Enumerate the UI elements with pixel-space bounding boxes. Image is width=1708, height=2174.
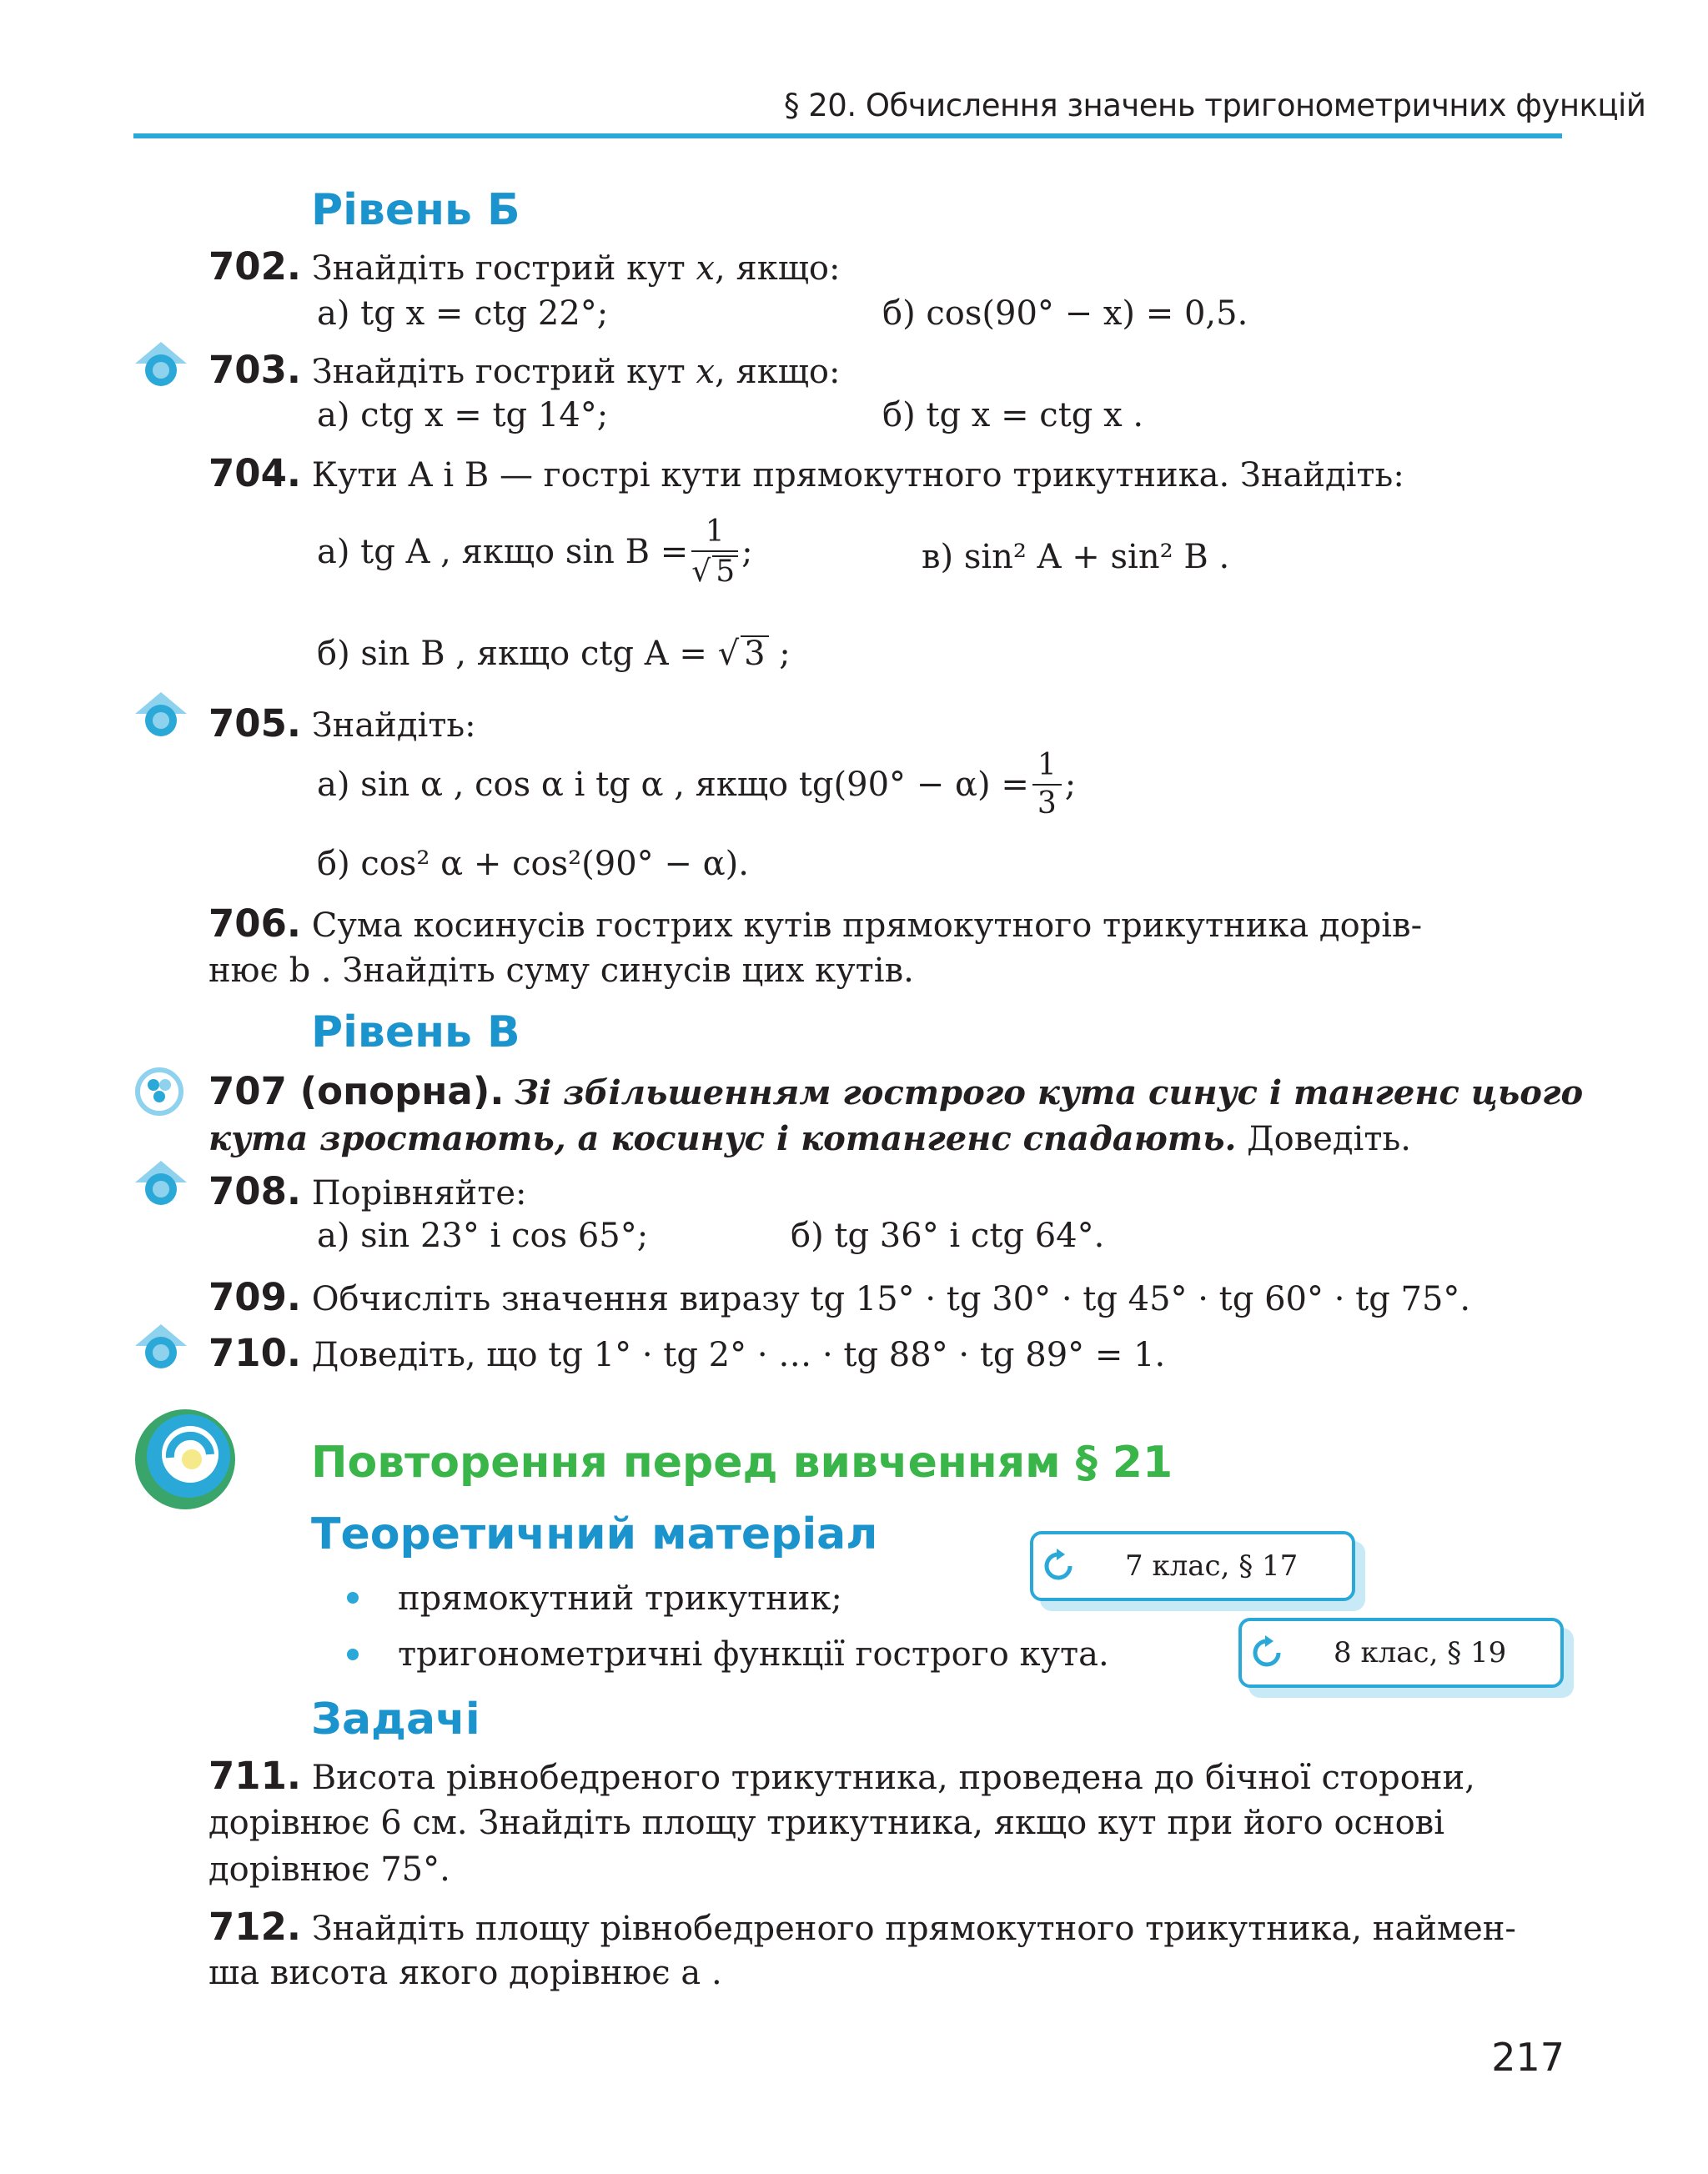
math-lhs: б) sin B , якщо ctg A = (317, 635, 707, 673)
page-number: 217 (1491, 2035, 1565, 2080)
theory-heading: Теоретичний матеріал (311, 1509, 878, 1559)
problem-text: Обчисліть значення виразу tg 15° · tg 30° · tg 45° · tg 60° · tg 75°. (311, 1280, 1471, 1318)
problem-number: 702. (208, 244, 302, 289)
problem-704-v: в) sin² A + sin² B . (922, 538, 1230, 576)
house-icon (133, 1159, 188, 1206)
tasks-heading: Задачі (311, 1695, 480, 1745)
problem-705-a (317, 748, 1077, 821)
problem-number: 707 (опорна). (208, 1069, 505, 1113)
badge-label: 8 клас, § 19 (1334, 1636, 1507, 1669)
fraction (691, 517, 738, 587)
math-lhs: а) tg A , якщо sin B = (317, 533, 689, 571)
problem-text-tail: , якщо: (715, 249, 841, 288)
problem-703-b: б) tg x = ctg x . (882, 396, 1144, 434)
house-icon (133, 690, 188, 737)
problem-711 (208, 1754, 1475, 1798)
numerator: 1 (1032, 751, 1062, 786)
fraction (1032, 748, 1062, 821)
problem-705-b: б) cos² α + cos²(90° − α). (317, 845, 749, 883)
problem-text: Знайдіть площу рівнобедреного прямокутного трикутника, наймен- (311, 1910, 1516, 1948)
denominator: 3 (1037, 786, 1057, 821)
refresh-icon (1242, 1634, 1292, 1671)
problem-number: 704. (208, 451, 302, 495)
problem-711-line3: дорівнює 75°. (208, 1850, 450, 1889)
problem-705 (208, 701, 476, 746)
problem-703 (208, 348, 841, 392)
problem-text-tail: Доведіть. (1236, 1120, 1411, 1158)
problem-number: 711. (208, 1754, 302, 1798)
review-swirl-icon (133, 1408, 237, 1511)
support-circles-icon (135, 1067, 183, 1116)
problem-709 (208, 1275, 1471, 1319)
problem-710 (208, 1331, 1166, 1375)
problem-text: Кути A і B — гострі кути прямокутного трикутника. Знайдіть: (311, 456, 1404, 495)
level-v-heading: Рівень В (311, 1007, 520, 1057)
house-icon (133, 340, 188, 387)
problem-number: 708. (208, 1169, 302, 1213)
problem-number: 712. (208, 1905, 302, 1949)
house-icon (133, 1323, 188, 1369)
problem-712 (208, 1905, 1516, 1949)
badge-label: 7 клас, § 17 (1125, 1549, 1299, 1583)
refresh-icon (1033, 1548, 1083, 1584)
theory-item-1: прямокутний трикутник; (398, 1579, 842, 1618)
math-punct: ; (768, 635, 791, 673)
radicand: 3 (741, 635, 768, 670)
theory-item-2: тригонометричні функції гострого кута. (398, 1635, 1109, 1674)
problem-708 (208, 1169, 527, 1213)
problem-text: Знайдіть гострий кут (311, 249, 686, 288)
problem-number: 709. (208, 1275, 302, 1319)
problem-706 (208, 901, 1423, 946)
math-punct: ; (741, 533, 753, 571)
reference-badge-8[interactable] (1238, 1618, 1564, 1688)
problem-702 (208, 244, 841, 289)
problem-706-line2: нює b . Знайдіть суму синусів цих кутів. (208, 951, 914, 990)
sqrt-symbol: √ (717, 635, 740, 673)
denominator: √ 5 (691, 552, 738, 587)
problem-text: Знайдіть гострий кут (311, 353, 686, 391)
reference-badge-7[interactable] (1030, 1531, 1355, 1601)
problem-text-bold: кута зростають, а косинус і котангенс спадають. (208, 1119, 1237, 1158)
problem-707 (208, 1069, 1584, 1113)
problem-text: Зі збільшенням гострого кута синус і тангенс цього (515, 1073, 1584, 1112)
problem-number: 706. (208, 901, 302, 946)
problem-703-a: а) ctg x = tg 14°; (317, 396, 609, 434)
problem-702-a: а) tg x = ctg 22°; (317, 294, 609, 333)
problem-number: 705. (208, 701, 302, 746)
variable: x (696, 353, 716, 391)
problem-text: Знайдіть: (311, 706, 476, 745)
problem-text: Порівняйте: (311, 1174, 527, 1213)
problem-711-line2: дорівнює 6 см. Знайдіть площу трикутника, якщо кут при його основі (208, 1804, 1444, 1842)
problem-702-b: б) cos(90° − x) = 0,5. (882, 294, 1248, 333)
variable: x (696, 249, 716, 288)
problem-text: Доведіть, що tg 1° · tg 2° · … · tg 88° · tg 89° = 1. (311, 1336, 1166, 1374)
problem-704-b (317, 635, 791, 673)
running-header: § 20. Обчислення значень тригонометричних функцій (784, 88, 1646, 123)
bullet (347, 1649, 359, 1660)
problem-704 (208, 451, 1404, 495)
problem-text-tail: , якщо: (715, 353, 841, 391)
problem-708-b: б) tg 36° і ctg 64°. (791, 1217, 1105, 1255)
problem-number: 710. (208, 1331, 302, 1375)
review-heading: Повторення перед вивченням § 21 (311, 1438, 1173, 1488)
problem-text: Сума косинусів гострих кутів прямокутного трикутника дорів- (311, 906, 1423, 945)
math-punct: ; (1064, 766, 1077, 804)
problem-704-a (317, 517, 753, 587)
problem-text: Висота рівнобедреного трикутника, проведена до бічної сторони, (311, 1759, 1475, 1797)
header-rule (133, 133, 1562, 138)
problem-number: 703. (208, 348, 302, 392)
numerator: 1 (691, 517, 738, 552)
bullet (347, 1592, 359, 1604)
math-lhs: а) sin α , cos α і tg α , якщо tg(90° − α) = (317, 766, 1029, 804)
radicand: 5 (712, 555, 738, 587)
problem-712-line2: ша висота якого дорівнює a . (208, 1954, 722, 1992)
problem-708-a: а) sin 23° і cos 65°; (317, 1217, 649, 1255)
level-b-heading: Рівень Б (311, 185, 520, 235)
problem-707-line2 (208, 1119, 1411, 1158)
